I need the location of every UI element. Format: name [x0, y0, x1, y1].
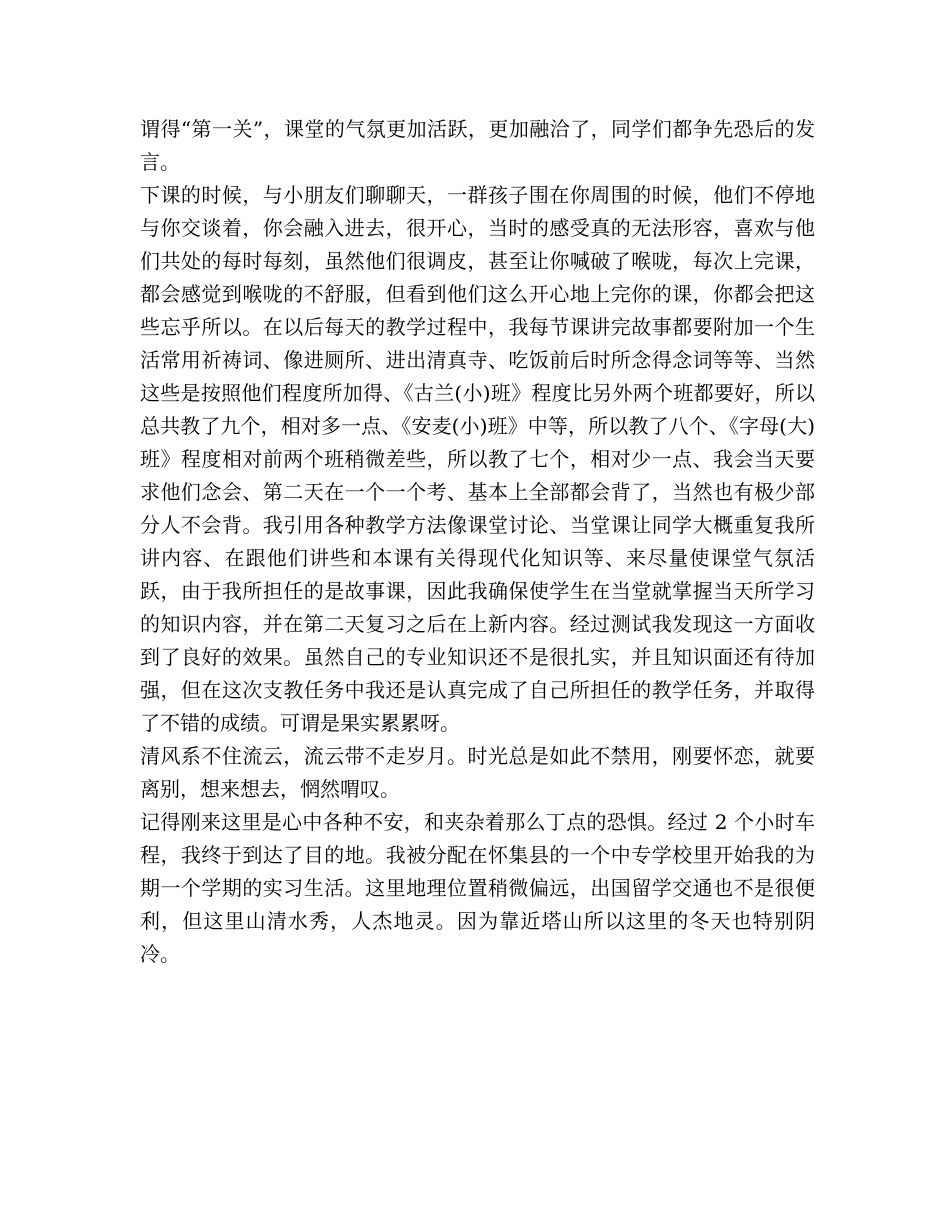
paragraph-1: 谓得“第一关”，课堂的气氛更加活跃，更加融洽了，同学们都争先恐后的发言。	[140, 117, 815, 174]
paragraph-2: 下课的时候，与小朋友们聊聊天，一群孩子围在你周围的时候，他们不停地与你交谈着，你会融入进去，很开心，当时的感受真的无法形容，喜欢与他们共处的每时每刻，虽然他们很调皮，甚至让你喊破了喉咙，每次上完课，都会感觉到喉咙的不舒服，但看到他们这么开心地上完你的课，你都会把这些忘乎所以。在以后每天的教学过程中，我每节课讲完故事都要附加一个生活常用祈祷词、像进厕所、进出清真寺、吃饭前后时所念得念词等等、当然这些是按照他们程度所加得、《古兰(小)班》程度比另外两个班都要好，所以总共教了九个，相对多一点、《安麦(小)班》中等，所以教了八个、《字母(大)班》程度相对前两个班稍微差些，所以教了七个，相对少一点、我会当天要求他们念会、第二天在一个一个考、基本上全部都会背了，当然也有极少部分人不会背。我引用各种教学方法像课堂讨论、当堂课让同学大概重复我所讲内容、在跟他们讲些和本课有关得现代化知识等、来尽量使课堂气氛活跃，由于我所担任的是故事课，因此我确保使学生在当堂就掌握当天所学习的知识内容，并在第二天复习之后在上新内容。经过测试我发现这一方面收到了良好的效果。虽然自己的专业知识还不是很扎实，并且知识面还有待加强，但在这次支教任务中我还是认真完成了自己所担任的教学任务，并取得了不错的成绩。可谓是果实累累呀。	[140, 183, 815, 735]
document-body	[140, 113, 815, 971]
paragraph-3: 清风系不住流云，流云带不走岁月。时光总是如此不禁用，刚要怀恋，就要离别，想来想去，惘然喟叹。	[140, 744, 815, 801]
paragraph-4: 记得刚来这里是心中各种不安，和夹杂着那么丁点的恐惧。经过 2 个小时车程，我终于到达了目的地。我被分配在怀集县的一个中专学校里开始我的为期一个学期的实习生活。这里地理位置稍微偏远，出国留学交通也不是很便利，但这里山清水秀，人杰地灵。因为靠近塔山所以这里的冬天也特别阴冷。	[140, 810, 815, 966]
